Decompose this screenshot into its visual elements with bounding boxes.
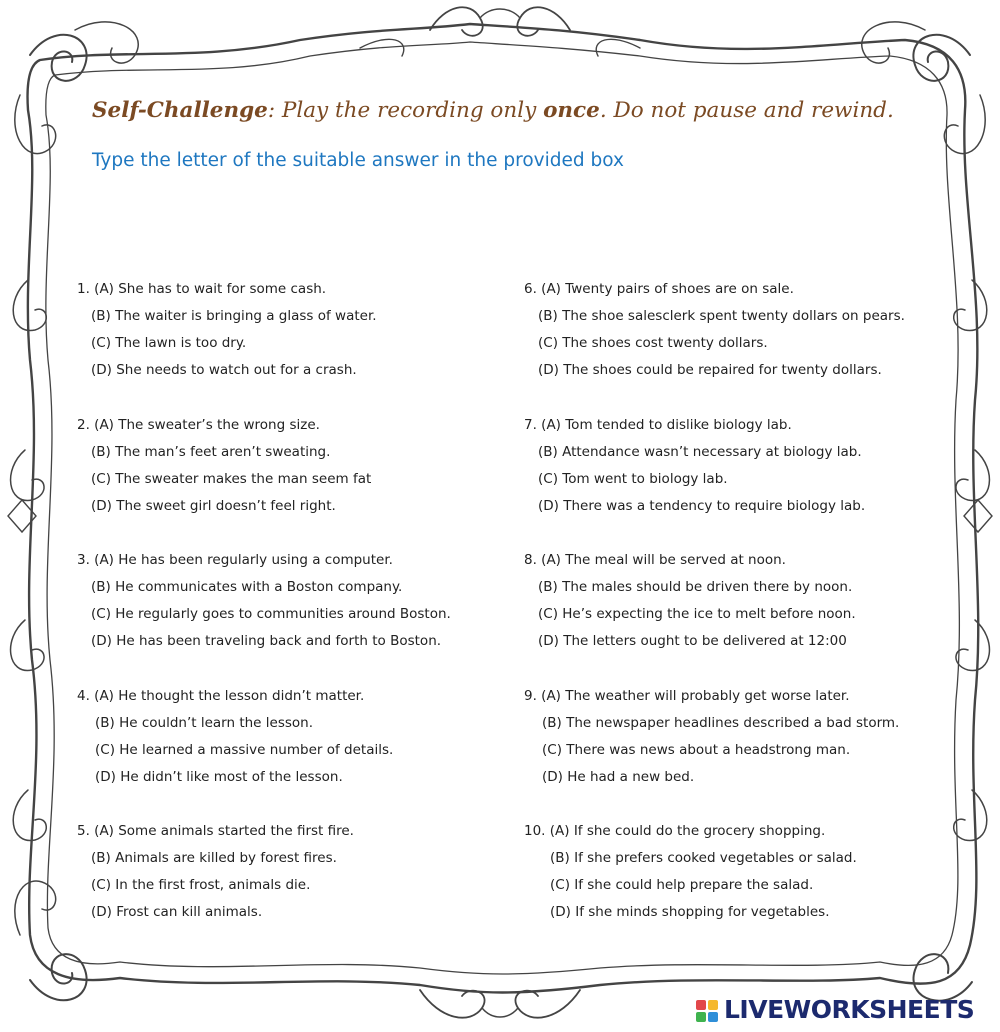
option-4b: (B) He couldn’t learn the lesson. <box>95 714 313 731</box>
option-6d: (D) The shoes could be repaired for twenty dollars. <box>538 362 882 378</box>
question-4 <box>77 687 527 823</box>
option-8a: 8. (A) The meal will be served at noon. <box>524 552 786 568</box>
option-5d: (D) Frost can kill animals. <box>91 904 263 920</box>
option-2d: (D) The sweet girl doesn’t feel right. <box>91 497 336 514</box>
question-7 <box>524 416 974 552</box>
question-3 <box>77 551 527 687</box>
questions-left-column <box>77 280 527 958</box>
questions-right-column <box>524 280 974 958</box>
option-4d: (D) He didn’t like most of the lesson. <box>95 768 343 785</box>
logo-badge-icon <box>696 1000 718 1022</box>
option-10a: 10. (A) If she could do the grocery shopping. <box>524 823 826 839</box>
option-3c: (C) He regularly goes to communities around Boston. <box>91 606 451 622</box>
option-1a: 1. (A) She has to wait for some cash. <box>77 281 327 297</box>
option-2b: (B) The man’s feet aren’t sweating. <box>91 443 331 460</box>
option-9d: (D) He had a new bed. <box>542 768 695 785</box>
option-1b: (B) The waiter is bringing a glass of water. <box>91 308 377 324</box>
option-3b: (B) He communicates with a Boston company. <box>91 579 403 595</box>
option-8c: (C) He’s expecting the ice to melt before noon. <box>538 606 856 622</box>
option-3d: (D) He has been traveling back and forth to Boston. <box>91 633 442 649</box>
option-10c: (C) If she could help prepare the salad. <box>550 877 814 893</box>
self-challenge-note <box>92 98 952 123</box>
option-9a: 9. (A) The weather will probably get worse later. <box>524 687 850 704</box>
question-5 <box>77 822 527 958</box>
option-7c: (C) Tom went to biology lab. <box>538 470 728 487</box>
option-8b: (B) The males should be driven there by noon. <box>538 579 853 595</box>
question-9 <box>524 687 974 823</box>
option-9b: (B) The newspaper headlines described a bad storm. <box>542 714 900 731</box>
option-4a: 4. (A) He thought the lesson didn’t matter. <box>77 687 365 704</box>
challenge-text-part-2: . Do not pause and rewind. <box>599 98 894 123</box>
option-6c: (C) The shoes cost twenty dollars. <box>538 335 768 351</box>
challenge-emphasis: once <box>543 98 600 123</box>
question-6 <box>524 280 974 416</box>
option-1c: (C) The lawn is too dry. <box>91 335 247 351</box>
option-3a: 3. (A) He has been regularly using a computer. <box>77 552 393 568</box>
option-1d: (D) She needs to watch out for a crash. <box>91 362 357 378</box>
option-2a: 2. (A) The sweater’s the wrong size. <box>77 416 320 433</box>
liveworksheets-logo <box>696 995 996 1025</box>
option-8d: (D) The letters ought to be delivered at 12:00 <box>538 633 847 649</box>
option-7b: (B) Attendance wasn’t necessary at biology lab. <box>538 443 862 460</box>
option-5b: (B) Animals are killed by forest fires. <box>91 850 337 866</box>
option-9c: (C) There was news about a headstrong man. <box>542 741 851 758</box>
question-2 <box>77 416 527 552</box>
option-2c: (C) The sweater makes the man seem fat <box>91 470 372 487</box>
logo-text: LIVEWORKSHEETS <box>724 995 975 1024</box>
instruction-text: Type the letter of the suitable answer in the provided box <box>92 150 624 171</box>
option-4c: (C) He learned a massive number of details. <box>95 741 394 758</box>
option-6b: (B) The shoe salesclerk spent twenty dollars on pears. <box>538 308 905 324</box>
option-6a: 6. (A) Twenty pairs of shoes are on sale. <box>524 281 794 297</box>
question-1 <box>77 280 527 416</box>
self-challenge-label: Self-Challenge <box>92 98 268 123</box>
question-10 <box>524 822 974 958</box>
option-5a: 5. (A) Some animals started the first fire. <box>77 823 354 839</box>
option-10b: (B) If she prefers cooked vegetables or salad. <box>550 850 857 866</box>
question-8 <box>524 551 974 687</box>
option-7d: (D) There was a tendency to require biology lab. <box>538 497 866 514</box>
challenge-text-part-1: : Play the recording only <box>267 98 544 123</box>
option-10d: (D) If she minds shopping for vegetables. <box>550 904 830 920</box>
option-5c: (C) In the first frost, animals die. <box>91 877 311 893</box>
option-7a: 7. (A) Tom tended to dislike biology lab. <box>524 416 792 433</box>
